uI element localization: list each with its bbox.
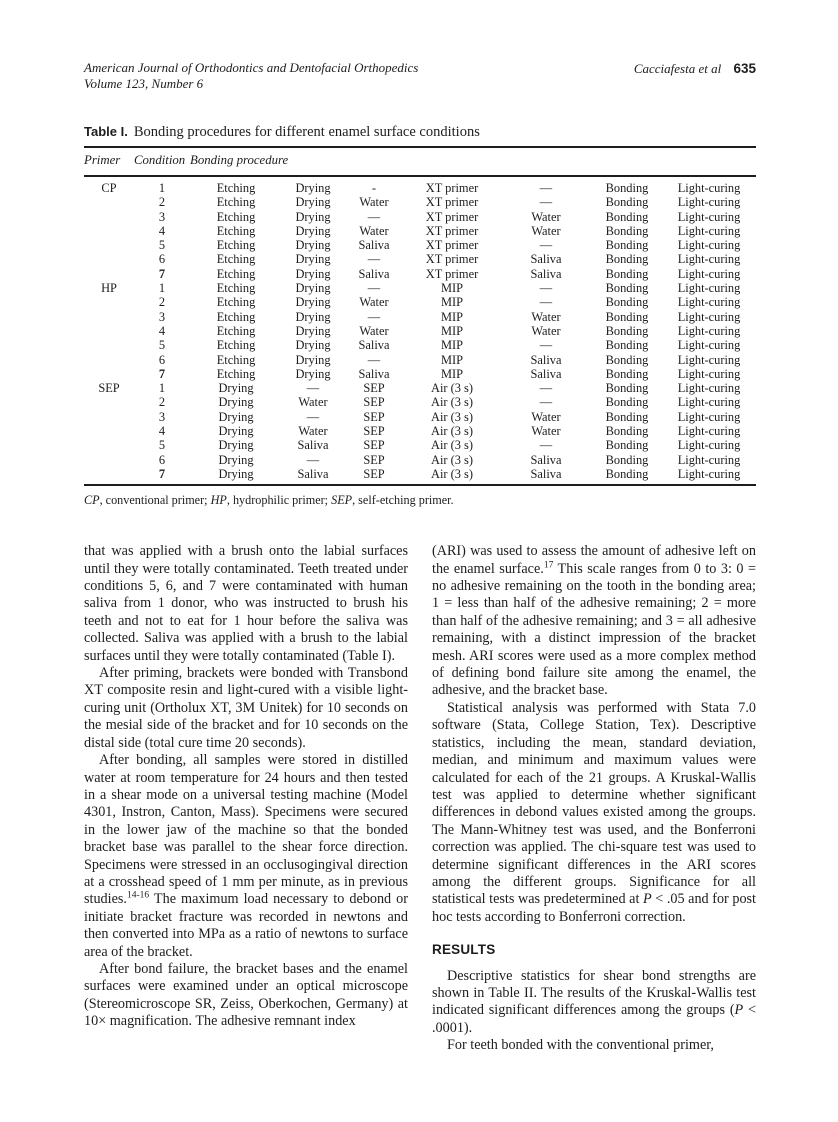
procedure-cell: Saliva <box>530 252 562 267</box>
paragraph <box>432 968 756 1038</box>
bonding-procedures-table <box>84 146 756 486</box>
procedure-cell: Water <box>359 295 389 310</box>
col-header-procedure: Bonding procedure <box>190 153 289 167</box>
procedure-cell: — <box>539 181 553 195</box>
procedure-cell: Saliva <box>358 238 390 253</box>
procedure-cell: Water <box>298 395 328 410</box>
procedure-cell: Light-curing <box>677 366 741 381</box>
procedure-cell: Air (3 s) <box>431 381 473 396</box>
p-value-symbol: P <box>734 1002 744 1019</box>
primer-cell <box>84 324 134 338</box>
procedure-cell: Etching <box>216 309 256 324</box>
procedure-cell: Water <box>531 424 561 439</box>
paragraph <box>84 752 408 961</box>
table-row <box>84 238 756 252</box>
procedure-cell: Bonding <box>605 395 649 410</box>
paragraph-text: (ARI) was used to assess the amount of adhesive left on the enamel surface. <box>432 543 756 577</box>
condition-cell: 2 <box>158 295 166 310</box>
text-column-right <box>432 543 756 1054</box>
procedure-cell: — <box>367 309 381 324</box>
table-head <box>84 147 756 176</box>
procedure-cell: Drying <box>295 252 331 267</box>
paragraph-text: After bonding, all samples were stored in distilled water at room temperature for 24 hours and then tested in a shear mode on a universal testing machine (Model 4301, Instron, Canton, Mass). Specimens were secured in the lower jaw of the machine so that the bonded bracket base was parallel to the shear force direction. Specimens were stressed in an occlusogingival direction at a crosshead speed of 1 mm per minute, as in previous studies. <box>84 752 408 908</box>
procedure-cell: Bonding <box>605 323 649 338</box>
procedure-cell: — <box>367 252 381 267</box>
procedure-cell: Etching <box>216 352 256 367</box>
procedure-cell: Air (3 s) <box>431 409 473 424</box>
procedure-cell: — <box>539 395 553 410</box>
procedure-cell: — <box>306 381 320 396</box>
procedure-cell: Light-curing <box>677 238 741 253</box>
procedure-cell: Drying <box>218 438 254 453</box>
procedure-cell: — <box>539 438 553 453</box>
procedure-cell: Light-curing <box>677 381 741 396</box>
journal-name: American Journal of Orthodontics and Dentofacial Orthopedics <box>84 60 419 75</box>
procedure-cell: Drying <box>295 181 331 195</box>
paragraph-text: Descriptive statistics for shear bond strengths are shown in Table II. The results of the Kruskal-Wallis test indicated significant differences among the groups ( <box>432 967 756 1019</box>
footnote-text: , conventional primer; <box>99 493 211 508</box>
table-row <box>84 295 756 309</box>
procedure-cell: SEP <box>363 381 385 396</box>
procedure-cell: — <box>539 195 553 210</box>
condition-cell: 7 <box>158 266 166 281</box>
table-row <box>84 424 756 438</box>
procedure-cell: MIP <box>440 323 464 338</box>
procedure-cell: MIP <box>440 366 464 381</box>
condition-cell: 4 <box>158 424 166 439</box>
procedure-cell: Light-curing <box>677 195 741 210</box>
table-row <box>84 453 756 467</box>
procedure-cell: Drying <box>295 209 331 224</box>
table-row <box>84 338 756 352</box>
procedure-cell: Bonding <box>605 352 649 367</box>
primer-cell <box>84 353 134 367</box>
procedure-cell: MIP <box>440 352 464 367</box>
procedure-cell: Etching <box>216 338 256 353</box>
procedure-cell: Saliva <box>530 366 562 381</box>
table-row <box>84 324 756 338</box>
procedure-cell: MIP <box>440 309 464 324</box>
procedure-cell: Drying <box>295 352 331 367</box>
primer-cell <box>84 195 134 209</box>
procedure-cell: — <box>539 295 553 310</box>
procedure-cell: — <box>367 209 381 224</box>
procedure-cell: Drying <box>295 266 331 281</box>
procedure-cell: Saliva <box>530 466 562 481</box>
primer-cell <box>84 395 134 409</box>
procedure-cell: Air (3 s) <box>431 466 473 481</box>
procedure-cell: Air (3 s) <box>431 424 473 439</box>
procedure-cell: MIP <box>440 338 464 353</box>
procedure-cell: Light-curing <box>677 424 741 439</box>
paragraph-text: < .0001). <box>432 1002 756 1036</box>
procedure-cell: XT primer <box>425 238 479 253</box>
procedure-cell: Light-curing <box>677 209 741 224</box>
table-row <box>84 281 756 295</box>
paragraph <box>432 543 756 700</box>
procedure-cell: Drying <box>218 409 254 424</box>
procedure-cell: Bonding <box>605 195 649 210</box>
procedure-cell: XT primer <box>425 181 479 195</box>
table-body <box>84 176 756 485</box>
footnote-abbr-hp: HP <box>210 493 227 508</box>
procedure-cell: Light-curing <box>677 395 741 410</box>
condition-cell: 3 <box>158 209 166 224</box>
col-header-condition: Condition <box>134 153 186 167</box>
results-heading: RESULTS <box>432 942 496 958</box>
condition-cell: 1 <box>158 181 166 195</box>
procedure-cell: Light-curing <box>677 409 741 424</box>
procedure-cell: Etching <box>216 209 256 224</box>
procedure-cell: XT primer <box>425 195 479 210</box>
procedure-cell: Light-curing <box>677 223 741 238</box>
procedure-cell: Saliva <box>358 338 390 353</box>
footnote-text: , self-etching primer. <box>352 493 454 508</box>
procedure-cell: Etching <box>216 366 256 381</box>
primer-cell <box>84 238 134 252</box>
primer-cell <box>84 410 134 424</box>
procedure-cell: SEP <box>363 466 385 481</box>
procedure-cell: Etching <box>216 223 256 238</box>
table-row <box>84 224 756 238</box>
paragraph-text: This scale ranges from 0 to 3: 0 = no adhesive remaining on the tooth in the bonding area; 1 = less than half of the adhesive remaining; 2 = more than half of the adhesive remaining; and 3 = all adhesive remaining, with a distinct impression of the bracket mesh. ARI scores were used as a more complex method of defining bond failure site among the enamel, the adhesive, and the bracket base. <box>432 560 756 699</box>
condition-cell: 6 <box>158 252 166 267</box>
procedure-cell: Bonding <box>605 452 649 467</box>
running-head <box>634 60 756 76</box>
procedure-cell: — <box>539 238 553 253</box>
procedure-cell: Air (3 s) <box>431 395 473 410</box>
running-authors: Cacciafesta et al <box>633 60 722 76</box>
primer-cell <box>84 252 134 266</box>
condition-cell: 2 <box>158 395 166 410</box>
procedure-cell: Bonding <box>605 438 649 453</box>
procedure-cell: Saliva <box>358 366 390 381</box>
table-row <box>84 395 756 409</box>
table-row <box>84 252 756 266</box>
procedure-cell: Bonding <box>605 281 649 296</box>
procedure-cell: SEP <box>363 395 385 410</box>
procedure-cell: Water <box>531 323 561 338</box>
procedure-cell: Air (3 s) <box>431 452 473 467</box>
procedure-cell: Saliva <box>530 352 562 367</box>
procedure-cell: Light-curing <box>677 295 741 310</box>
procedure-cell: Drying <box>218 424 254 439</box>
page-number: 635 <box>733 60 756 76</box>
condition-cell: 5 <box>158 438 166 453</box>
primer-cell <box>84 210 134 224</box>
procedure-cell: MIP <box>440 281 464 296</box>
procedure-cell: MIP <box>440 295 464 310</box>
procedure-cell: Bonding <box>605 338 649 353</box>
article-body <box>84 543 756 1054</box>
procedure-cell: Saliva <box>530 452 562 467</box>
procedure-cell: XT primer <box>425 252 479 267</box>
procedure-cell: Bonding <box>605 466 649 481</box>
journal-volume: Volume 123, Number 6 <box>84 75 204 91</box>
journal-info <box>84 60 418 91</box>
condition-cell: 3 <box>158 409 166 424</box>
table-row <box>84 195 756 209</box>
condition-cell: 6 <box>158 452 166 467</box>
procedure-cell: — <box>539 281 553 296</box>
primer-cell <box>84 438 134 452</box>
text-column-left <box>84 543 408 1054</box>
table-row <box>84 467 756 485</box>
condition-cell: 7 <box>158 366 166 381</box>
p-value-symbol: P <box>642 891 652 908</box>
page-header <box>84 60 756 91</box>
procedure-cell: Water <box>359 195 389 210</box>
procedure-cell: Light-curing <box>677 466 741 481</box>
procedure-cell: Drying <box>295 238 331 253</box>
procedure-cell: — <box>306 409 320 424</box>
procedure-cell: Bonding <box>605 238 649 253</box>
condition-cell: 4 <box>158 223 166 238</box>
paragraph-text: < .05 and for post hoc tests according to Bonferroni correction. <box>432 891 756 925</box>
procedure-cell: Light-curing <box>677 323 741 338</box>
condition-cell: 7 <box>158 466 166 481</box>
table-title: Bonding procedures for different enamel surface conditions <box>133 124 480 140</box>
condition-cell: 5 <box>158 338 166 353</box>
primer-cell <box>84 338 134 352</box>
procedure-cell: Drying <box>218 381 254 396</box>
procedure-cell: Bonding <box>605 209 649 224</box>
procedure-cell: Etching <box>216 266 256 281</box>
procedure-cell: Saliva <box>297 438 329 453</box>
footnote-abbr-sep: SEP <box>331 493 353 508</box>
table-row <box>84 381 756 395</box>
table-row <box>84 438 756 452</box>
procedure-cell: — <box>306 452 320 467</box>
procedure-cell: Light-curing <box>677 266 741 281</box>
paragraph-text: Statistical analysis was performed with Stata 7.0 software (Stata, College Station, Tex). Descriptive statistics, including the mean, standard deviation, median, and minimum and maximum values were calculated for each of the 21 groups. A Kruskal-Wallis test was applied to determine whether significant differences in debond values existed among the groups. The Mann-Whitney test was used, and the Bonferroni correction was applied. The chi-square test was used to determine significant differences in the ARI scores among the different groups. Significance for all statistical tests was predetermined at <box>432 699 756 908</box>
paragraph: For teeth bonded with the conventional primer, <box>447 1037 714 1054</box>
procedure-cell: Drying <box>218 452 254 467</box>
procedure-cell: Etching <box>216 181 256 195</box>
primer-cell: SEP <box>98 381 120 396</box>
procedure-cell: SEP <box>363 424 385 439</box>
procedure-cell: Light-curing <box>677 252 741 267</box>
procedure-cell: Water <box>531 209 561 224</box>
procedure-cell: Water <box>531 309 561 324</box>
primer-cell <box>84 424 134 438</box>
footnote-abbr-cp: CP <box>84 493 100 508</box>
procedure-cell: XT primer <box>425 266 479 281</box>
procedure-cell: Etching <box>216 281 256 296</box>
procedure-cell: Etching <box>216 195 256 210</box>
procedure-cell: Etching <box>216 252 256 267</box>
procedure-cell: SEP <box>363 409 385 424</box>
primer-cell <box>84 467 134 485</box>
table-row <box>84 267 756 281</box>
procedure-cell: Etching <box>216 238 256 253</box>
procedure-cell: Drying <box>295 323 331 338</box>
procedure-cell: Bonding <box>605 424 649 439</box>
primer-cell <box>84 295 134 309</box>
primer-cell <box>84 367 134 381</box>
procedure-cell: SEP <box>363 452 385 467</box>
table-header-row <box>84 147 756 176</box>
procedure-cell: Water <box>531 223 561 238</box>
primer-cell <box>84 267 134 281</box>
table-label: Table I. <box>84 124 128 139</box>
paragraph <box>432 700 756 926</box>
procedure-cell: XT primer <box>425 209 479 224</box>
table-row <box>84 310 756 324</box>
procedure-cell: Air (3 s) <box>431 438 473 453</box>
procedure-cell: XT primer <box>425 223 479 238</box>
condition-cell: 5 <box>158 238 166 253</box>
procedure-cell: Saliva <box>530 266 562 281</box>
procedure-cell: Saliva <box>297 466 329 481</box>
table-row <box>84 367 756 381</box>
procedure-cell: SEP <box>363 438 385 453</box>
procedure-cell: Drying <box>295 309 331 324</box>
procedure-cell: Bonding <box>605 295 649 310</box>
procedure-cell: Light-curing <box>677 452 741 467</box>
procedure-cell: — <box>367 352 381 367</box>
col-header-primer: Primer <box>84 153 121 167</box>
primer-cell: HP <box>101 281 117 296</box>
procedure-cell: Bonding <box>605 223 649 238</box>
reference-superscript: 17 <box>543 559 554 570</box>
condition-cell: 3 <box>158 309 166 324</box>
procedure-cell: Bonding <box>605 181 649 195</box>
table-caption <box>84 124 756 141</box>
table-row <box>84 353 756 367</box>
procedure-cell: Bonding <box>605 309 649 324</box>
procedure-cell: Light-curing <box>677 438 741 453</box>
primer-cell <box>84 224 134 238</box>
table-row <box>84 176 756 195</box>
primer-cell <box>84 453 134 467</box>
paragraph: After priming, brackets were bonded with Transbond XT composite resin and light-cured with a visible light-curing unit (Ortholux XT, 3M Unitek) for 10 seconds on the mesial side of the bracket and for 10 seconds on the distal side (total cure time 20 seconds). <box>84 665 408 751</box>
paragraph-text: The maximum load necessary to debond or initiate bracket fracture was recorded in newtons and then converted into MPa as a ratio of newtons to surface area of the bracket. <box>84 891 408 960</box>
procedure-cell: Drying <box>295 338 331 353</box>
procedure-cell: Drying <box>295 295 331 310</box>
procedure-cell: Water <box>359 223 389 238</box>
paragraph: that was applied with a brush onto the labial surfaces until they were totally contaminated. Teeth treated under conditions 5, 6, and 7 were contaminated with human saliva from 1 donor, who was instructed to brush his teeth and not to eat for 1 hour before the saliva was collected. Saliva was applied with a brush to the labial surfaces until they were totally contaminated (Table I). <box>84 543 408 664</box>
primer-cell <box>84 310 134 324</box>
primer-cell: CP <box>101 181 117 195</box>
procedure-cell: Light-curing <box>677 281 741 296</box>
reference-superscript: 14-16 <box>126 890 150 901</box>
procedure-cell: Water <box>298 424 328 439</box>
procedure-cell: Bonding <box>605 266 649 281</box>
condition-cell: 6 <box>158 352 166 367</box>
procedure-cell: Drying <box>218 466 254 481</box>
procedure-cell: Light-curing <box>677 309 741 324</box>
table-footnote <box>84 493 756 507</box>
procedure-cell: Etching <box>216 323 256 338</box>
footnote-text: , hydrophilic primer; <box>226 493 332 508</box>
table-row <box>84 410 756 424</box>
procedure-cell: Bonding <box>605 409 649 424</box>
procedure-cell: Light-curing <box>677 181 741 195</box>
table-row <box>84 210 756 224</box>
procedure-cell: Drying <box>295 366 331 381</box>
procedure-cell: Bonding <box>605 252 649 267</box>
condition-cell: 1 <box>158 281 166 296</box>
procedure-cell: Bonding <box>605 366 649 381</box>
procedure-cell: — <box>539 381 553 396</box>
procedure-cell: Drying <box>295 223 331 238</box>
procedure-cell: Light-curing <box>677 352 741 367</box>
procedure-cell: Drying <box>218 395 254 410</box>
condition-cell: 4 <box>158 323 166 338</box>
procedure-cell: — <box>539 338 553 353</box>
procedure-cell: - <box>371 181 377 195</box>
procedure-cell: Saliva <box>358 266 390 281</box>
procedure-cell: Etching <box>216 295 256 310</box>
procedure-cell: Water <box>531 409 561 424</box>
procedure-cell: Light-curing <box>677 338 741 353</box>
condition-cell: 1 <box>158 381 166 396</box>
procedure-cell: — <box>367 281 381 296</box>
procedure-cell: Bonding <box>605 381 649 396</box>
procedure-cell: Drying <box>295 195 331 210</box>
procedure-cell: Water <box>359 323 389 338</box>
condition-cell: 2 <box>158 195 166 210</box>
table-section <box>84 124 756 507</box>
paragraph: After bond failure, the bracket bases and the enamel surfaces were examined under an optical microscope (Stereomicroscope SR, Zeiss, Oberkochen, Germany) at 10× magnification. The adhesive remnant index <box>84 960 408 1030</box>
procedure-cell: Drying <box>295 281 331 296</box>
